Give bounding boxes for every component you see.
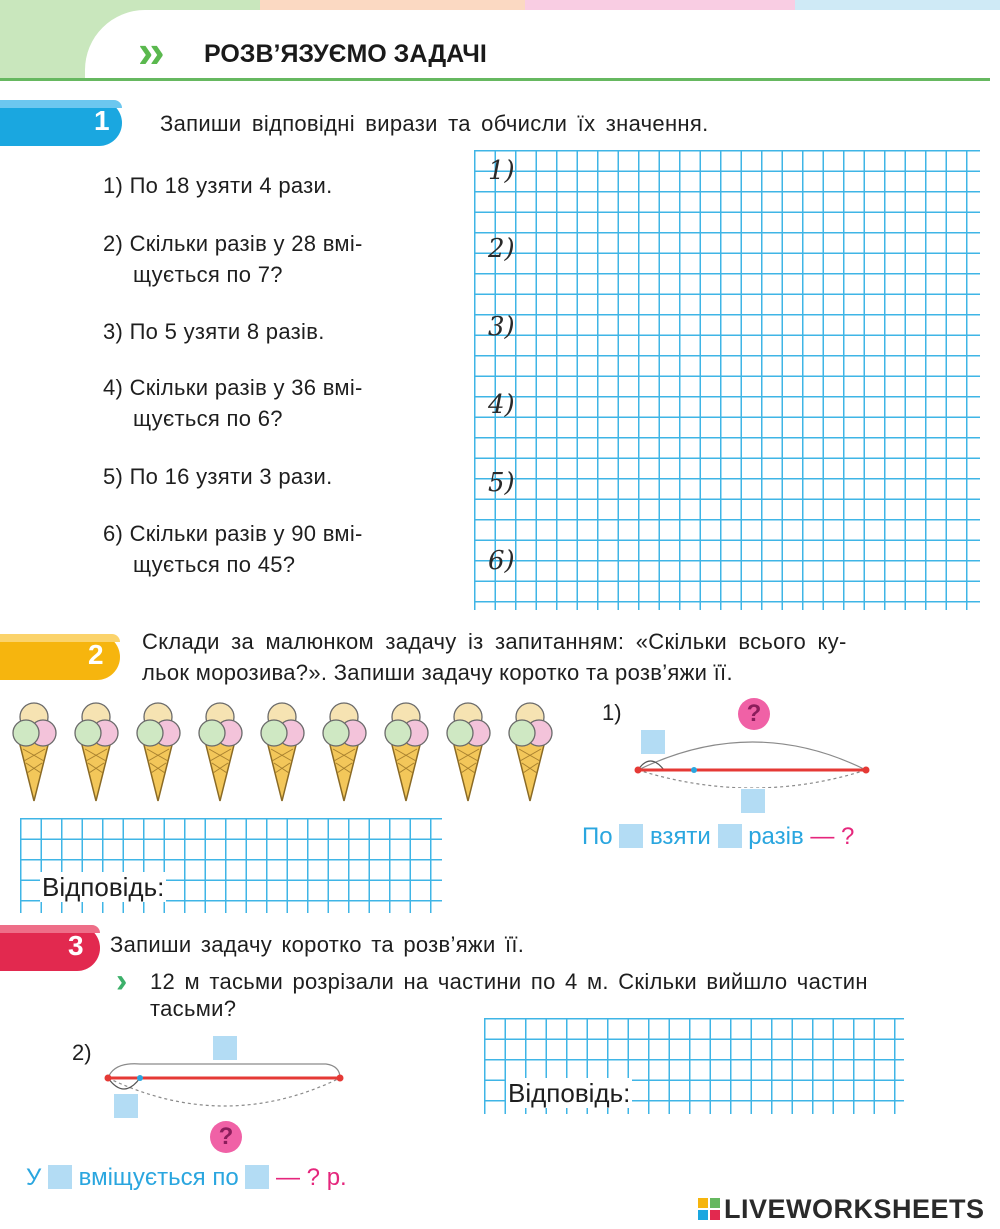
task2-number-badge <box>0 634 120 680</box>
task1-item-6: 6) Скільки разів у 90 вмі- щується по 45? <box>103 521 363 577</box>
header-underline <box>0 78 990 81</box>
task3-number-badge <box>0 925 100 971</box>
grid-label-5: 5) <box>488 468 515 498</box>
task2-answer-label: Відповідь: <box>42 872 165 902</box>
task1-instruction: Запиши відповідні вирази та обчисли їх значення. <box>160 111 709 136</box>
chevrons-icon: ›› <box>138 25 161 77</box>
grid-label-2: 2) <box>488 234 515 264</box>
task1-answer-grid[interactable] <box>474 150 980 610</box>
formula-word-3: разів <box>748 823 804 850</box>
task2-diagram-label: 1) <box>602 700 622 725</box>
task3-answer-label: Відповідь: <box>508 1078 631 1108</box>
task2-text: Склади за малюнком задачу із запитанням: «Скільки всього ку- льок морозива?». Запиши задачу коротко та розв’яжи її. <box>142 629 847 685</box>
task1-item-1: 1) По 18 узяти 4 рази. <box>103 173 333 198</box>
task2-question-mark: ? <box>738 698 770 730</box>
task2-formula <box>582 822 854 852</box>
task2-box-top[interactable] <box>641 730 665 754</box>
task2-box-bottom[interactable] <box>741 789 765 813</box>
task3-question-mark: ? <box>210 1121 242 1153</box>
task3-formula <box>26 1163 347 1193</box>
formula-box-a[interactable] <box>48 1165 72 1189</box>
grid-label-4: 4) <box>488 390 515 420</box>
task1-number-badge <box>0 100 122 146</box>
task3-diagram-label: 2) <box>72 1040 92 1065</box>
bullet-chevron-icon: › <box>116 962 128 1000</box>
task3-problem: 12 м тасьми розрізали на частини по 4 м. Скільки вийшло частин тасьми? <box>150 969 868 1021</box>
liveworksheets-logo-icon <box>698 1198 720 1220</box>
task2-number: 2 <box>88 639 104 670</box>
task3-box-top[interactable] <box>213 1036 237 1060</box>
task3-instruction: Запиши задачу коротко та розв’яжи її. <box>110 932 525 957</box>
formula-word-2: взяти <box>649 823 711 850</box>
task1-number: 1 <box>94 105 110 136</box>
grid-label-6: 6) <box>488 546 515 576</box>
grid-label-3: 3) <box>488 312 515 342</box>
task1-item-4: 4) Скільки разів у 36 вмі- щується по 6? <box>103 375 363 431</box>
task1-item-3: 3) По 5 узяти 8 разів. <box>103 319 325 344</box>
formula-box-1[interactable] <box>619 824 643 848</box>
task3-box-bottom[interactable] <box>114 1094 138 1118</box>
task1-item-2: 2) Скільки разів у 28 вмі- щується по 7? <box>103 231 363 287</box>
formula-word-u: У <box>26 1164 42 1191</box>
section-title: РОЗВ’ЯЗУЄМО ЗАДАЧІ <box>204 40 487 68</box>
formula-box-2[interactable] <box>718 824 742 848</box>
icecream-row <box>0 695 580 810</box>
formula-word-1: По <box>582 823 613 850</box>
formula-box-b[interactable] <box>245 1165 269 1189</box>
grid-label-1: 1) <box>488 156 515 186</box>
formula-word-mistytsia: вміщується по <box>78 1164 239 1191</box>
formula-word-4: — ? <box>810 823 855 850</box>
footer-logo-text: LIVEWORKSHEETS <box>724 1194 985 1224</box>
task1-item-5: 5) По 16 узяти 3 рази. <box>103 464 333 489</box>
task3-number: 3 <box>68 930 84 961</box>
task2-segment-diagram <box>628 728 878 788</box>
formula-word-end: — ? р. <box>276 1164 347 1191</box>
top-color-strip <box>0 0 1000 10</box>
